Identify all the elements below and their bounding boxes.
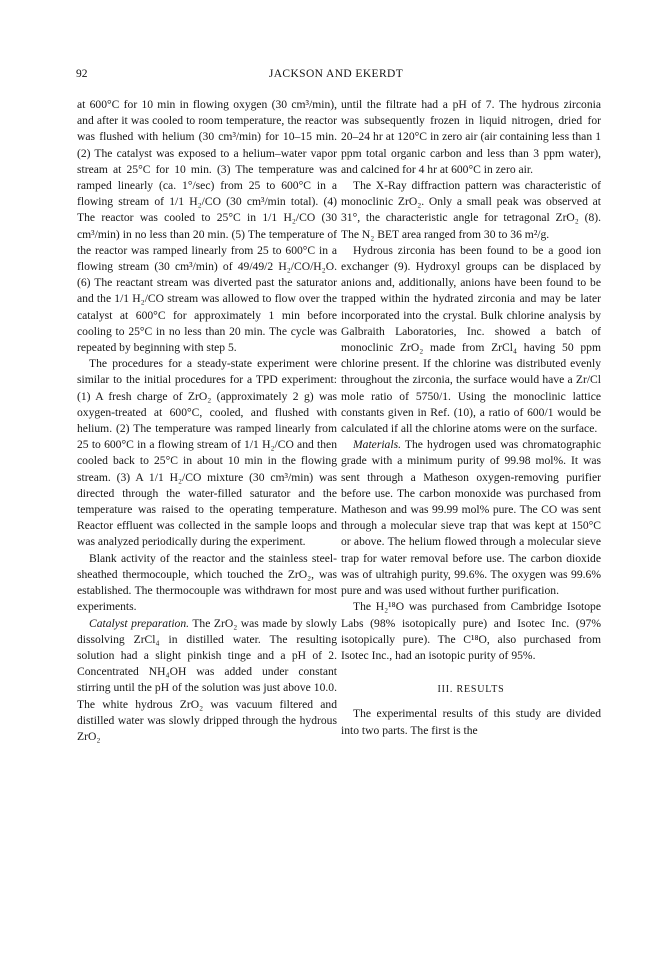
paragraph-blank-activity: Blank activity of the reactor and the stainless steel-sheathed thermocouple, which touched the ZrO₂, was established. The thermocouple was withdrawn for most experiments.	[77, 551, 337, 614]
right-column	[341, 97, 601, 739]
paragraph-drying: until the filtrate had a pH of 7. The hydrous zirconia was subsequently frozen in liquid nitrogen, dried for 20–24 hr at 120°C in zero air (air containing less than 1 ppm total organic carbon and less than 3 ppm water), and calcined for 4 hr at 600°C in zero air.	[341, 98, 601, 176]
paragraph-xray: The X-Ray diffraction pattern was characteristic of monoclinic ZrO₂. Only a small peak was observed at 31°, the characteristic angle for tetragonal ZrO₂ (8). The N₂ BET area ranged from 30 to 36 m²/g.	[341, 179, 601, 241]
runin-heading-materials: Materials.	[353, 438, 401, 452]
paragraph-steady-state: The procedures for a steady-state experiment were similar to the initial procedures for a TPD experiment: (1) A fresh charge of ZrO₂ (approximately 2 g) was oxygen-treated at 600°C, cooled, and flushed with helium. (2) The temperature was ramped linearly from 25 to 600°C in a flowing stream of 1/1 H₂/CO and then cooled back to 25°C in about 10 min in the flowing stream. (3) A 1/1 H₂/CO mixture (30 cm³/min) was directed through the water-filled saturator and the temperature was raised to the operating temperature. Reactor effluent was collected in the sample loops and was analyzed periodically during the experiment.	[77, 357, 337, 549]
paragraph-procedure-steps: at 600°C for 10 min in flowing oxygen (30 cm³/min), and after it was cooled to room temperature, the reactor was flushed with helium (30 cm³/min) for 10–15 min. (2) The catalyst was exposed to a helium–water vapor stream at 25°C for 10 min. (3) The temperature was ramped linearly (ca. 1°/sec) from 25 to 600°C in a flowing stream of 1/1 H₂/CO (30 cm³/min total). (4) The reactor was cooled to 25°C in 1/1 H₂/CO (30 cm³/min) in no less than 20 min. (5) The temperature of the reactor was ramped linearly from 25 to 600°C in a flowing stream (30 cm³/min) of 49/49/2 H₂/CO/H₂O. (6) The reactant stream was diverted past the saturator and the 1/1 H₂/CO stream was allowed to flow over the catalyst at 600°C for approximately 1 min before cooling to 25°C in no less than 20 min. The cycle was repeated by beginning with step 5.	[77, 98, 337, 355]
paragraph-catalyst-preparation	[77, 616, 337, 746]
section-heading-results: III. RESULTS	[437, 684, 505, 696]
page-number: 92	[76, 68, 88, 80]
paragraph-results-intro: The experimental results of this study are divided into two parts. The first is the	[341, 707, 601, 737]
paragraph-isotopes: The H₂¹⁸O was purchased from Cambridge Isotope Labs (98% isotopically pure) and Isotec Inc. (97% isotopically pure). The C¹⁸O, also purchased from Isotec Inc., had an isotopic purity of 95%.	[341, 600, 601, 662]
paragraph-ion-exchange: Hydrous zirconia has been found to be a good ion exchanger (9). Hydroxyl groups can be displaced by anions and, additionally, anions have been found to be trapped within the hydrated zirconia and may be later incorporated into the crystal. Bulk chlorine analysis by Galbraith Laboratories, Inc. showed a batch of monoclinic ZrO₂ made from ZrCl₄ having 50 ppm chlorine present. If the chlorine was distributed evenly throughout the zirconia, the surface would have a Zr/Cl mole ratio of 5750/1. Using the monoclinic lattice constants given in Ref. (10), a ratio of 600/1 would be calculated if all the chlorine atoms were on the surface.	[341, 243, 601, 436]
left-column	[77, 97, 337, 745]
runin-heading-catalyst-preparation: Catalyst preparation.	[89, 616, 190, 630]
paragraph-materials-text: The hydrogen used was chromatographic grade with a minimum purity of 99.98 mol%. It was sent through a Matheson oxygen-removing purifier before use. The carbon monoxide was purchased from Matheson and was 99.99 mol% pure. The CO was sent through a molecular sieve trap that was kept at 150°C or above. The helium flowed through a molecular sieve trap for water removal before use. The carbon dioxide was of ultrahigh purity, 99.6%. The oxygen was 99.6% pure and was used without further purification.	[341, 438, 601, 598]
page-header	[76, 68, 596, 84]
running-head: JACKSON AND EKERDT	[268, 68, 404, 80]
paragraph-catalyst-preparation-text: The ZrO₂ was made by slowly dissolving ZrCl₄ in distilled water. The resulting solution had a slight pinkish tinge and a pH of 2. Concentrated NH₄OH was added under constant stirring until the pH of the solution was just above 10.0. The white hydrous ZrO₂ was vacuum filtered and distilled water was slowly dripped through the hydrous ZrO₂	[77, 616, 337, 743]
paragraph-materials	[341, 437, 601, 599]
